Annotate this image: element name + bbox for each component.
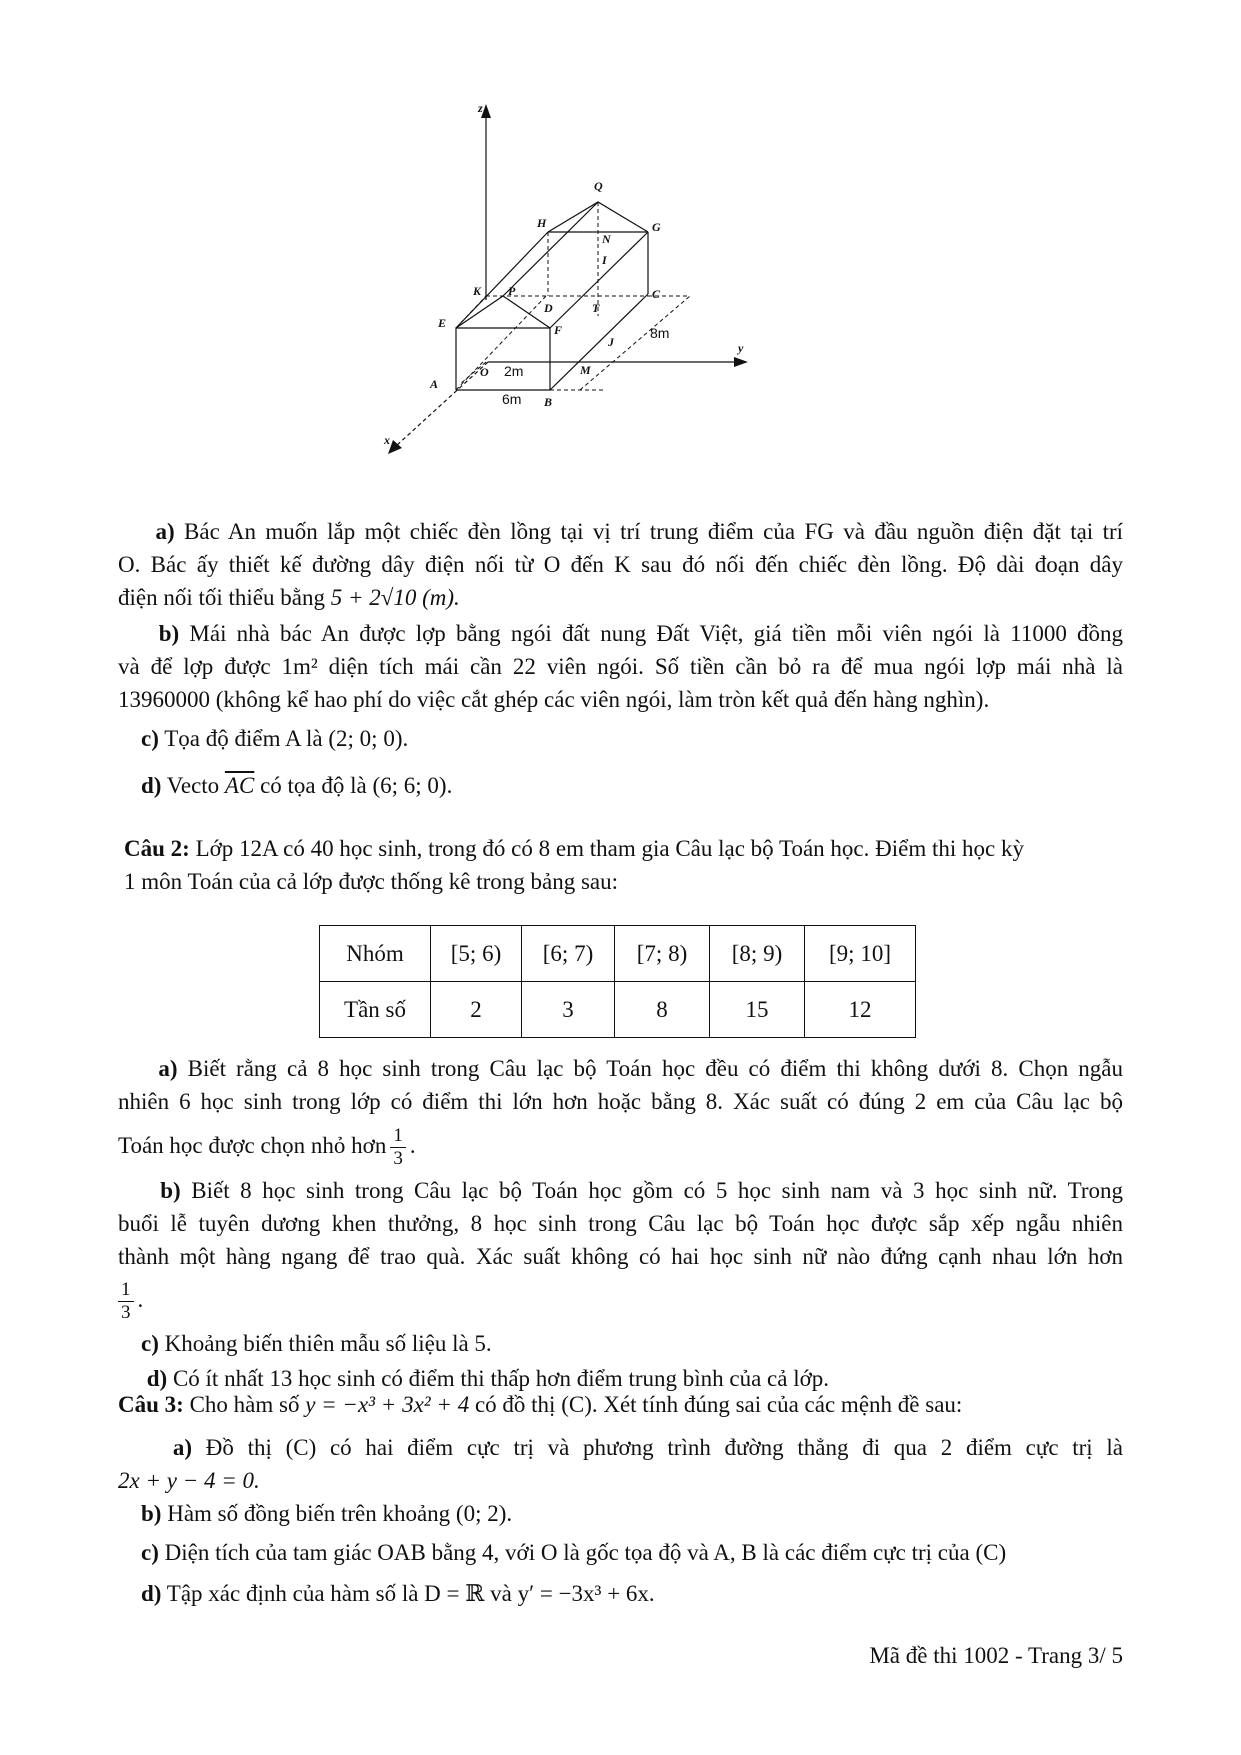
fraction-one-third: $\frac{1}{3}$ <box>390 1125 406 1170</box>
x-axis <box>396 362 488 446</box>
label-H: H <box>537 216 547 230</box>
table-cell: Nhóm <box>320 926 431 982</box>
label-z: z <box>478 101 483 115</box>
cau3-c-line: c) Diện tích của tam giác OAB bằng 4, với O là gốc tọa độ và A, B là các điểm cực trị của (C) <box>141 1540 1007 1565</box>
function-formula: y = −x³ + 3x² + 4 <box>305 1392 470 1417</box>
cau3-a-line2: 2x + y − 4 = 0. <box>118 1468 260 1493</box>
y-arrow <box>734 357 748 367</box>
cau2-line1: Câu 2: Lớp 12A có 40 học sinh, trong đó có 8 em tham gia Câu lạc bộ Toán học. Điểm thi học kỳ <box>124 836 1024 861</box>
cau1-a-value: 5 + 2√10 (m). <box>330 585 460 610</box>
cau2-d-line: d) Có ít nhất 13 học sinh có điểm thi thấp hơn điểm trung bình của cả lớp. <box>146 1366 830 1391</box>
label-Q: Q <box>594 179 603 193</box>
table-cell: [5; 6) <box>431 926 522 982</box>
label-M: M <box>580 363 591 377</box>
dim-6m: 6m <box>502 391 522 407</box>
table-cell: [6; 7) <box>522 926 615 982</box>
cau1-a-line3: điện nối tối thiểu bằng 5 + 2√10 (m). <box>118 585 460 610</box>
eave-EH <box>456 232 548 328</box>
cau2-line2: 1 môn Toán của cả lớp được thống kê trong bảng sau: <box>124 869 619 894</box>
label-P: P <box>508 284 516 298</box>
label-x: x <box>384 433 390 447</box>
table-header-row <box>320 926 916 982</box>
cau2-a-line1: a) Biết rằng cả 8 học sinh trong Câu lạc bộ Toán học đều có điểm thi không dưới 8. Chọn ngẫu <box>158 1056 1123 1081</box>
cau1-c-line: c) Tọa độ điểm A là (2; 0; 0). <box>141 726 409 751</box>
cau2-c-line: c) Khoảng biến thiên mẫu số liệu là 5. <box>141 1331 492 1356</box>
house-diagram <box>380 98 840 510</box>
table-cell: 8 <box>615 982 710 1038</box>
label-K: K <box>473 284 482 298</box>
dim-2m: 2m <box>504 363 524 379</box>
label-B: B <box>544 395 553 409</box>
label-N: N <box>602 232 611 246</box>
cau1-b-line2: và để lợp được 1m² diện tích mái cần 22 viên ngói. Số tiền cần bỏ ra để mua ngói lợp mái nhà là <box>118 654 1123 679</box>
table-cell: 3 <box>522 982 615 1038</box>
table-cell: Tần số <box>320 982 431 1038</box>
label-I: I <box>602 253 607 267</box>
table-cell: [9; 10] <box>805 926 916 982</box>
label-y: y <box>738 341 744 355</box>
cau1-b-line1: b) Mái nhà bác An được lợp bằng ngói đất nung Đất Việt, giá tiền mỗi viên ngói là 11000 đồng <box>158 621 1124 646</box>
table-cell: [7; 8) <box>615 926 710 982</box>
page-footer: Mã đề thi 1002 - Trang 3/ 5 <box>869 1643 1123 1668</box>
table-cell: 15 <box>710 982 805 1038</box>
table-cell: 12 <box>805 982 916 1038</box>
cau1-section <box>118 515 1123 802</box>
cau1-a-line2: O. Bác ấy thiết kế đường dây điện nối từ O đến K sau đó nối đến chiếc đèn lồng. Độ dài đoạn dây <box>118 552 1123 577</box>
cau2-a-line3: Toán học được chọn nhỏ hơn $\frac{1}{3}$ . <box>118 1125 416 1170</box>
cau2-a-line2: nhiên 6 học sinh trong lớp có điểm thi lớn hơn hoặc bằng 8. Xác suất có đúng 2 em của Câu lạc bộ <box>118 1089 1123 1114</box>
house-3d-figure <box>380 98 840 510</box>
table-cell: 2 <box>431 982 522 1038</box>
label-E: E <box>438 316 447 330</box>
cau1-a-line1: a) Bác An muốn lắp một chiếc đèn lồng tại vị trí trung điểm của FG và đầu nguồn điện đặt tại trí <box>155 519 1124 544</box>
cau1-b-line3: 13960000 (không kể hao phí do việc cắt ghép các viên ngói, làm tròn kết quả đến hàng nghìn). <box>118 687 990 712</box>
frequency-table <box>319 925 916 1038</box>
cau2-intro <box>124 832 1104 898</box>
label-T: T <box>592 301 600 315</box>
table-row <box>320 982 916 1038</box>
roof-ridge <box>503 202 598 296</box>
cau3-section <box>118 1388 1123 1610</box>
front-wall <box>456 328 550 390</box>
label-C: C <box>652 287 661 301</box>
cau3-d-line: d) Tập xác định của hàm số là D = ℝ và y′ = −3x³ + 6x. <box>141 1581 655 1606</box>
cau1-d-line: d) Vecto $\overline{AC}$ có tọa độ là (6; 6; 0). <box>141 773 453 798</box>
label-D: D <box>544 301 553 315</box>
fraction-one-third-b: $\frac{1}{3}$ <box>118 1279 134 1324</box>
point-labels <box>383 101 744 447</box>
cau3-b-line: b) Hàm số đồng biến trên khoảng (0; 2). <box>141 1501 513 1526</box>
dim-8m: 8m <box>650 325 670 341</box>
vector-AC: $\overline{AC}$ <box>224 773 255 798</box>
label-J: J <box>608 335 614 349</box>
label-G: G <box>652 220 661 234</box>
label-A: A <box>430 377 439 391</box>
cau2-items <box>118 1052 1123 1395</box>
cau3-intro: Câu 3: Cho hàm số y = −x³ + 3x² + 4 có đồ thị (C). Xét tính đúng sai của các mệnh đề sau: <box>118 1392 963 1417</box>
cau2-b-line3: thành một hàng ngang để trao quà. Xác suất không có hai học sinh nữ nào đứng cạnh nhau lớn hơn <box>118 1244 1123 1269</box>
cau3-a-line1: a) Đồ thị (C) có hai điểm cực trị và phương trình đường thẳng đi qua 2 điểm cực trị là <box>172 1435 1123 1460</box>
table-cell: [8; 9) <box>710 926 805 982</box>
cau2-b-line1: b) Biết 8 học sinh trong Câu lạc bộ Toán học gồm có 5 học sinh nam và 3 học sinh nữ. Trong <box>160 1178 1123 1203</box>
cau2-b-frac-line: $\frac{1}{3}$ . <box>118 1273 1123 1327</box>
label-O: O <box>480 365 489 379</box>
cau2-b-line2: buổi lễ tuyên dương khen thưởng, 8 học sinh trong Câu lạc bộ Toán học được sắp xếp ngẫu nhiên <box>118 1211 1123 1236</box>
front-gable <box>456 296 550 328</box>
label-F: F <box>554 323 563 337</box>
